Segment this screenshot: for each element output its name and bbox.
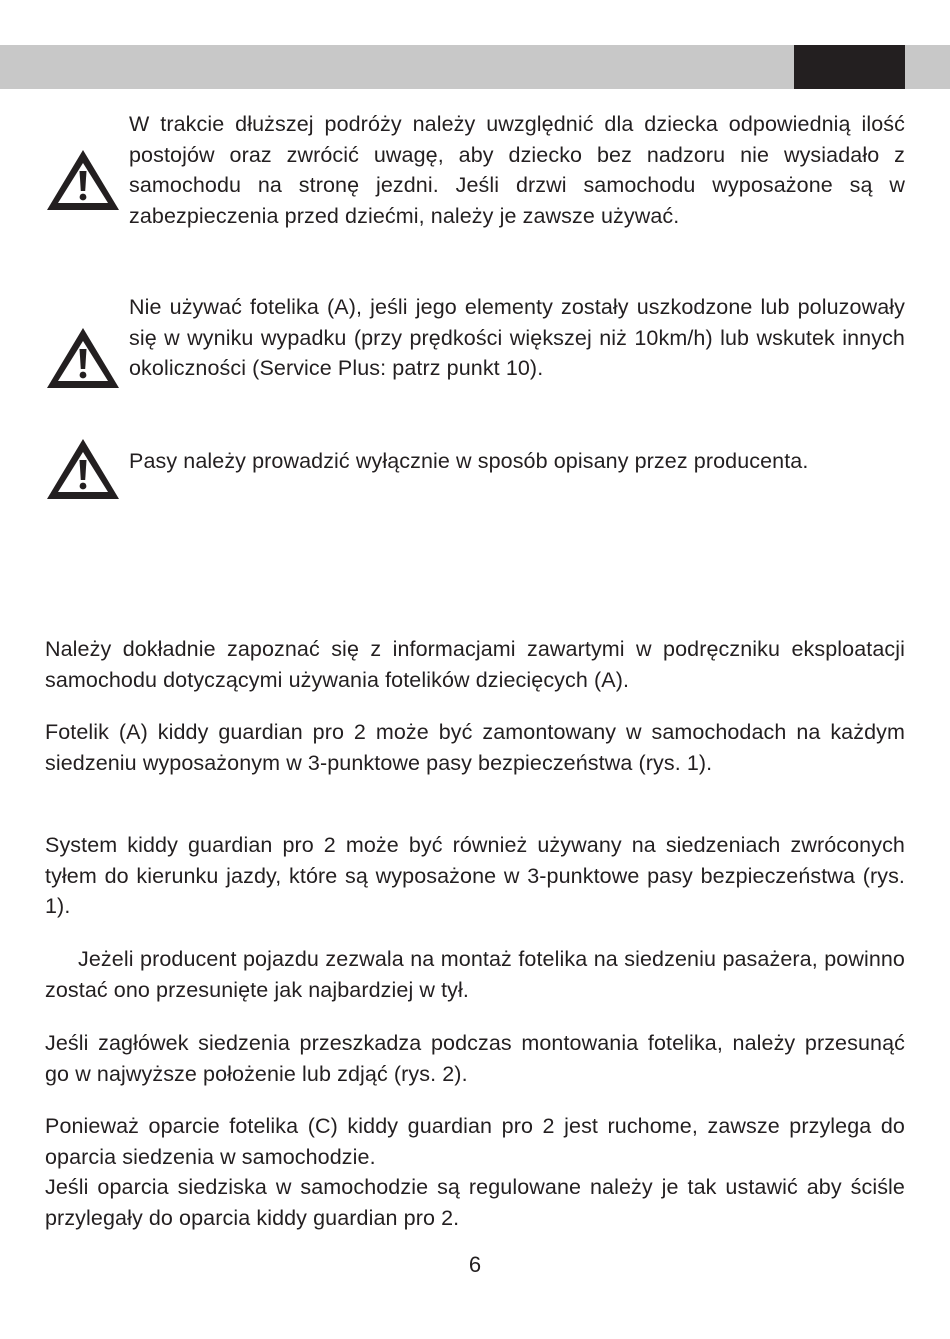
warning-text-1: W trakcie dłuższej podróży należy uwzględnić dla dziecka odpowiednią ilość postojów oraz zwrócić uwagę, aby dziecko bez nadzoru nie wysiadało z samochodu na stronę jezdni. Jeśli drzwi samochodu wyposażone są w zabezpieczenia przed dziećmi, należy je zawsze używać. [129, 112, 905, 228]
body-paragraph-5: Jeśli zagłówek siedzenia przeszkadza podczas montowania fotelika, należy przesunąć go w najwyższe położenie lub zdjąć (rys. 2). [45, 1031, 905, 1086]
body-paragraph-3: System kiddy guardian pro 2 może być również używany na siedzeniach zwróconych tyłem do kierunku jazdy, które są wyposażone w 3-punktowe pasy bezpieczeństwa (rys. 1). [45, 833, 905, 919]
header-block [794, 45, 905, 89]
warning-text-2: Nie używać fotelika (A), jeśli jego elementy zostały uszkodzone lub poluzowały się w wyniku wypadku (przy prędkości większej niż 10km/h) lub wskutek innych okoliczności (Service Plus: patrz punkt 10). [129, 295, 905, 381]
body-paragraph-2: Fotelik (A) kiddy guardian pro 2 może być zamontowany w samochodach na każdym siedzeniu wyposażonym w 3-punktowe pasy bezpieczeństwa (rys. 1). [45, 720, 905, 775]
page-number: 6 [468, 1252, 482, 1277]
body-paragraph-6b: Jeśli oparcia siedziska w samochodzie są regulowane należy je tak ustawić aby ściśle przylegały do oparcia kiddy guardian pro 2. [45, 1175, 905, 1230]
warning-triangle-icon [45, 148, 121, 212]
body-paragraph-6a: Ponieważ oparcie fotelika (C) kiddy guardian pro 2 jest ruchome, zawsze przylega do oparcia siedzenia w samochodzie. [45, 1114, 905, 1169]
body-paragraph-1: Należy dokładnie zapoznać się z informacjami zawartymi w podręczniku eksploatacji samochodu dotyczącymi używania fotelików dziecięcych (A). [45, 637, 905, 692]
warning-text-3: Pasy należy prowadzić wyłącznie w sposób opisany przez producenta. [129, 449, 809, 473]
warning-triangle-icon [45, 326, 121, 390]
body-paragraph-4: Jeżeli producent pojazdu zezwala na montaż fotelika na siedzeniu pasażera, powinno zostać ono przesunięte jak najbardziej w tył. [45, 947, 905, 1002]
warning-triangle-icon [45, 437, 121, 501]
